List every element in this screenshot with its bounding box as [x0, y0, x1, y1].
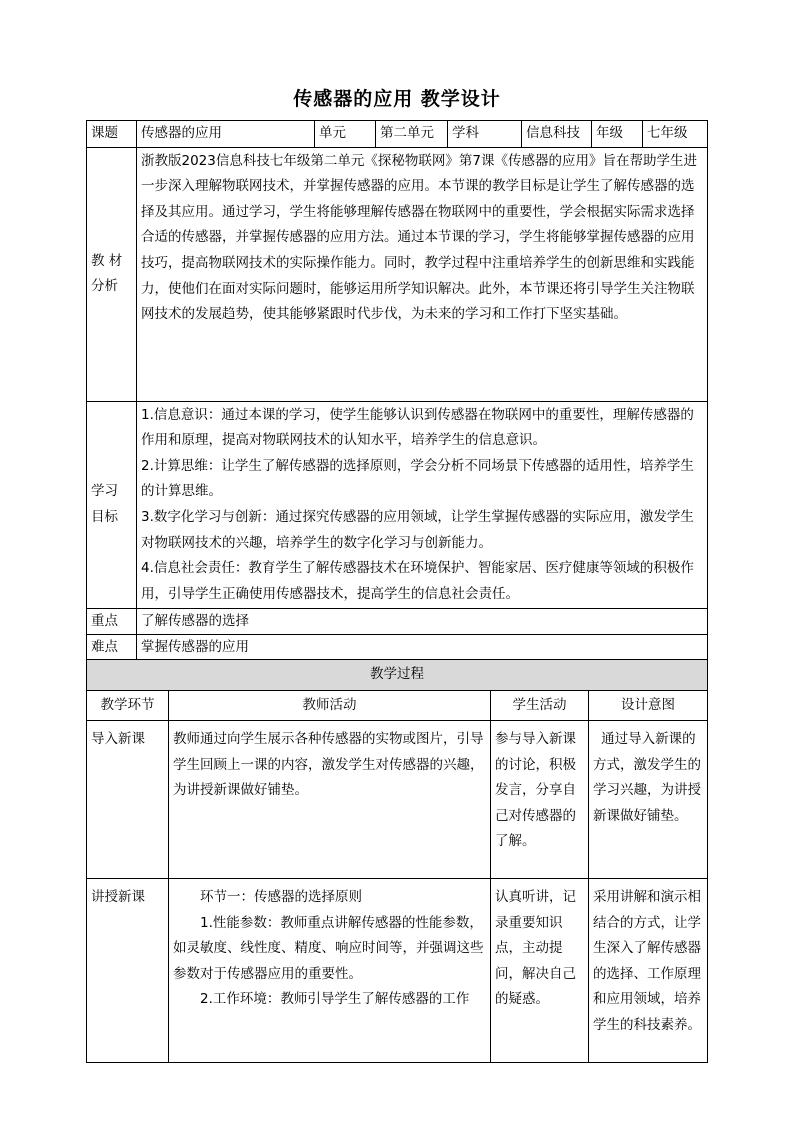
col-student-header: 学生活动 [491, 691, 589, 721]
process-row-intro [87, 721, 708, 879]
process-header-row [87, 660, 708, 691]
grade-value: 七年级 [643, 121, 708, 148]
goal-item: 3.数字化学习与创新：通过探究传感器的应用领域，让学生掌握传感器的实际应用，激发学生对物联网技术的兴趣，培养学生的数字化学习与创新能力。 [141, 508, 694, 551]
analysis-label-line-2: 分析 [91, 278, 118, 295]
course-label: 课题 [87, 121, 137, 148]
student-cell [491, 721, 589, 879]
grade-label: 年级 [592, 121, 643, 148]
key-point-value: 了解传感器的选择 [137, 608, 708, 635]
difficulty-value: 掌握传感器的应用 [137, 635, 708, 662]
process-row-new-lesson [87, 879, 708, 1063]
student-activity: 认真听讲，记录重要知识点，主动提问，解决自己的疑惑。 [495, 889, 576, 1008]
goal-item: 1.信息意识：通过本课的学习，使学生能够认识到传感器在物联网中的重要性，理解传感器的作用和原理，提高对物联网技术的认知水平，培养学生的信息意识。 [141, 406, 694, 449]
analysis-label-line-1: 教 材 [91, 252, 123, 269]
goals-label-line-1: 学习 [91, 483, 118, 499]
analysis-row [87, 147, 708, 401]
stage-cell [87, 879, 169, 1063]
subject-value: 信息科技 [522, 121, 592, 148]
teacher-section-heading: 环节一：传感器的选择原则 [200, 889, 362, 905]
key-point-row [87, 608, 708, 635]
design-intent: 采用讲解和演示相结合的方式，让学生深入了解传感器的选择、工作原理和应用领域，培养学生的科技素养。 [593, 889, 701, 1033]
key-point-label: 重点 [87, 608, 137, 635]
subject-label: 学科 [448, 121, 522, 148]
page-title: 传感器的应用 教学设计 [293, 88, 501, 110]
difficulty-row [87, 635, 708, 662]
teacher-paragraph: 2.工作环境：教师引导学生了解传感器的工作 [200, 991, 470, 1008]
design-intent: 通过导入新课的方式，激发学生的学习兴趣，为讲授新课做好铺垫。 [593, 731, 701, 824]
unit-value: 第二单元 [376, 121, 448, 148]
goals-label [87, 401, 137, 608]
student-cell [491, 879, 589, 1063]
teacher-activity: 教师通过向学生展示各种传感器的实物或图片，引导学生回顾上一课的内容，激发学生对传感器的兴趣，为讲授新课做好铺垫。 [173, 731, 484, 799]
teacher-cell [169, 879, 491, 1063]
info-row [87, 121, 708, 148]
process-columns-row [87, 691, 708, 721]
analysis-text-cell [137, 147, 708, 401]
stage-label: 讲授新课 [91, 889, 145, 905]
student-activity: 参与导入新课的讨论，积极发言，分享自己对传感器的了解。 [495, 731, 576, 850]
stage-label: 导入新课 [91, 731, 145, 747]
process-table [86, 659, 708, 1063]
analysis-label [87, 147, 137, 401]
col-intent-header: 设计意图 [589, 691, 708, 721]
teacher-cell [169, 721, 491, 879]
goal-item: 4.信息社会责任：教育学生了解传感器技术在环境保护、智能家居、医疗健康等领域的积极作用，引导学生正确使用传感器技术，提高学生的信息社会责任。 [141, 560, 694, 602]
goals-label-line-2: 目标 [91, 508, 118, 525]
course-value: 传感器的应用 [137, 121, 315, 148]
teacher-paragraph: 1.性能参数：教师重点讲解传感器的性能参数，如灵敏度、线性度、精度、响应时间等，并强调这些参数对于传感器应用的重要性。 [173, 914, 484, 982]
intent-cell [589, 721, 708, 879]
goals-list [137, 401, 708, 608]
col-stage-header: 教学环节 [87, 691, 169, 721]
process-header: 教学过程 [87, 660, 708, 691]
difficulty-label: 难点 [87, 635, 137, 662]
unit-label: 单元 [315, 121, 376, 148]
stage-cell [87, 721, 169, 879]
goal-item: 2.计算思维：让学生了解传感器的选择原则，学会分析不同场景下传感器的适用性，培养学生的计算思维。 [141, 457, 694, 500]
goals-row [87, 401, 708, 608]
intent-cell [589, 879, 708, 1063]
lesson-info-table [86, 120, 708, 662]
analysis-text: 浙教版2023信息科技七年级第二单元《探秘物联网》第7课《传感器的应用》旨在帮助学生进一步深入理解物联网技术，并掌握传感器的应用。本节课的教学目标是让学生了解传感器的选择及其应用。通过学习，学生将能够理解传感器在物联网中的重要性，学会根据实际需求选择合适的传感器，并掌握传感器的应用方法。通过本节课的学习，学生将能够掌握传感器的应用技巧，提高物联网技术的实际操作能力。同时，教学过程中注重培养学生的创新思维和实践能力，使他们在面对实际问题时，能够运用所学知识解决。此外，本节课还将引导学生关注物联网技术的发展趋势，使其能够紧跟时代步伐，为未来的学习和工作打下坚实基础。 [141, 152, 697, 323]
col-teacher-header: 教师活动 [169, 691, 491, 721]
